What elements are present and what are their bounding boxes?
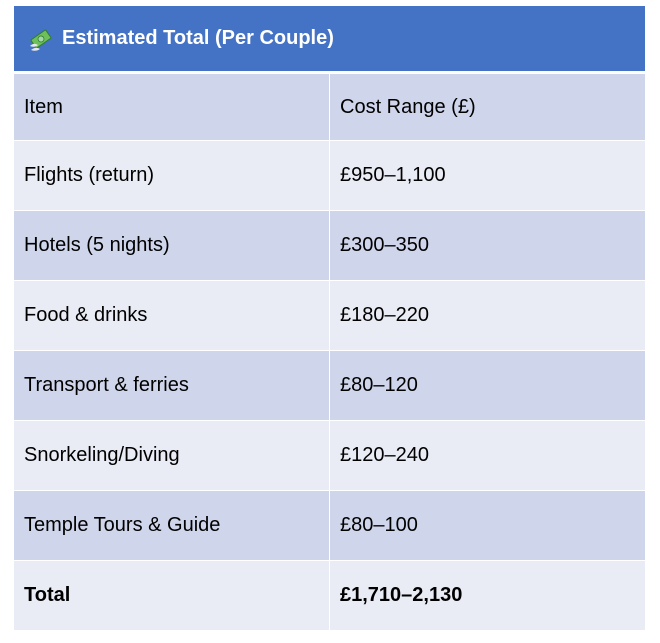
item-cell: Transport & ferries [14, 351, 330, 420]
total-cost: £1,710–2,130 [340, 584, 463, 606]
column-header-item: Item [14, 74, 330, 140]
cost-cell: £80–100 [340, 514, 418, 536]
cost-cell: £300–350 [340, 234, 429, 256]
table-row [14, 280, 645, 350]
item-cell: Snorkeling/Diving [14, 421, 330, 490]
table-row [14, 490, 645, 560]
item-cell: Temple Tours & Guide [14, 491, 330, 560]
table-title: Estimated Total (Per Couple) [62, 27, 334, 49]
cost-cell: £120–240 [340, 444, 429, 466]
cost-cell: £80–120 [340, 374, 418, 396]
cost-cell: £950–1,100 [340, 164, 446, 186]
money-with-wings-icon [28, 26, 54, 52]
table-row [14, 350, 645, 420]
table-row [14, 420, 645, 490]
item-cell: Hotels (5 nights) [14, 211, 330, 280]
item-cell: Food & drinks [14, 281, 330, 350]
total-row [14, 560, 645, 630]
table-title-bar [14, 6, 645, 74]
cost-table [14, 6, 645, 630]
table-row [14, 140, 645, 210]
cost-cell: £180–220 [340, 304, 429, 326]
column-header-cost: Cost Range (£) [340, 95, 476, 118]
table-row [14, 210, 645, 280]
total-label: Total [14, 561, 330, 630]
item-cell: Flights (return) [14, 141, 330, 210]
table-header-row [14, 74, 645, 140]
